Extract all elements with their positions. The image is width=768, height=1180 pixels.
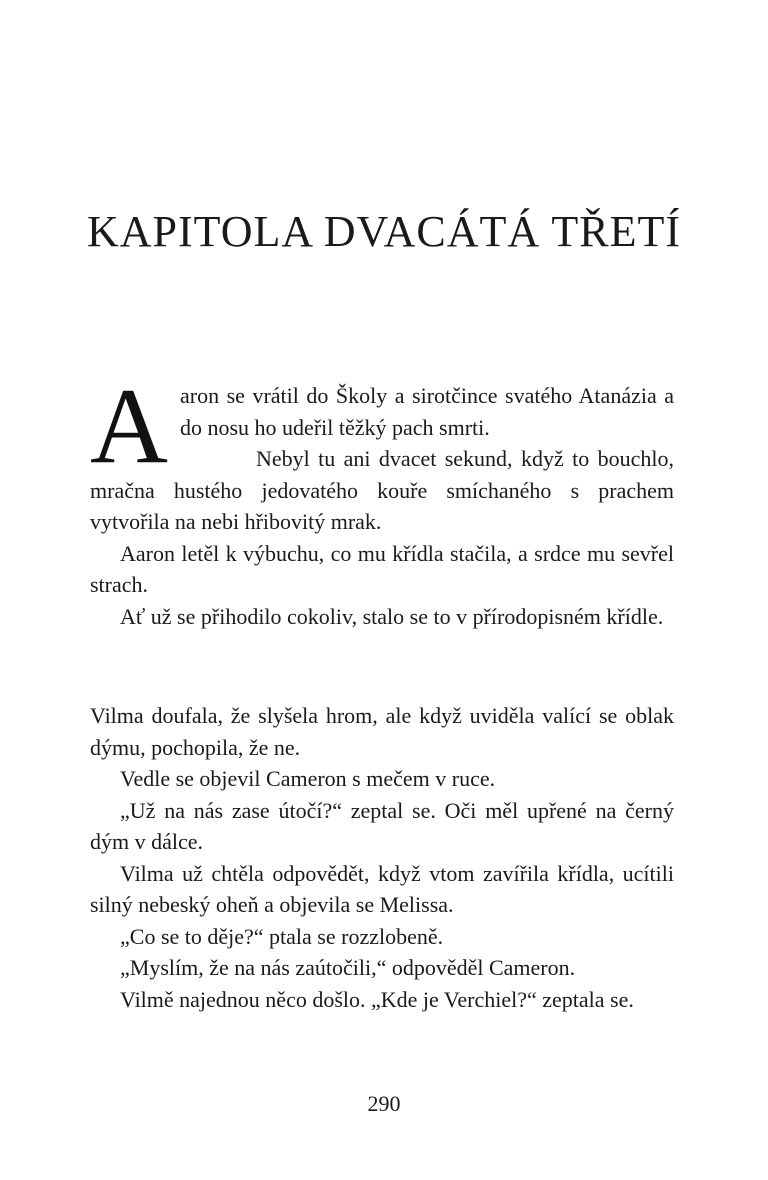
section-two <box>90 700 674 1015</box>
section-one <box>90 367 674 632</box>
page-number: 290 <box>367 1091 401 1116</box>
section-opening-paragraph: Vilma doufala, že slyšela hrom, ale když uviděla valící se oblak dýmu, pochopila, že ne. <box>90 703 674 760</box>
drop-cap: A <box>90 367 168 486</box>
paragraph: Nebyl tu ani dvacet sekund, když to bouchlo, mračna hustého jedovatého kouře smíchaného s prachem vytvořila na nebi hřibovitý mrak. <box>90 446 674 534</box>
chapter-title: KAPITOLA DVACÁTÁ TŘETÍ <box>86 207 682 256</box>
paragraph: Ať už se přihodilo cokoliv, stalo se to v přírodopisném křídle. <box>120 603 664 629</box>
paragraph: Vilmě najednou něco došlo. „Kde je Verchiel?“ zeptala se. <box>120 986 634 1012</box>
paragraph: Vedle se objevil Cameron s mečem v ruce. <box>120 766 496 791</box>
paragraph: Aaron letěl k výbuchu, co mu křídla stačila, a srdce mu sevřel strach. <box>90 540 674 597</box>
paragraph: Vilma už chtěla odpovědět, když vtom zavířila křídla, ucítili silný nebeský oheň a objevila se Melissa. <box>90 860 674 917</box>
paragraph: „Už na nás zase útočí?“ zeptal se. Oči měl upřené na černý dým v dálce. <box>90 797 674 854</box>
opening-paragraph <box>90 367 674 538</box>
opening-paragraph-text: aron se vrátil do Školy a sirotčince svatého Atanázia a do nosu ho udeřil těžký pach smrti. <box>180 383 674 440</box>
paragraph: „Myslím, že na nás zaútočili,“ odpověděl Cameron. <box>120 955 576 980</box>
paragraph: „Co se to děje?“ ptala se rozzlobeně. <box>120 923 444 949</box>
